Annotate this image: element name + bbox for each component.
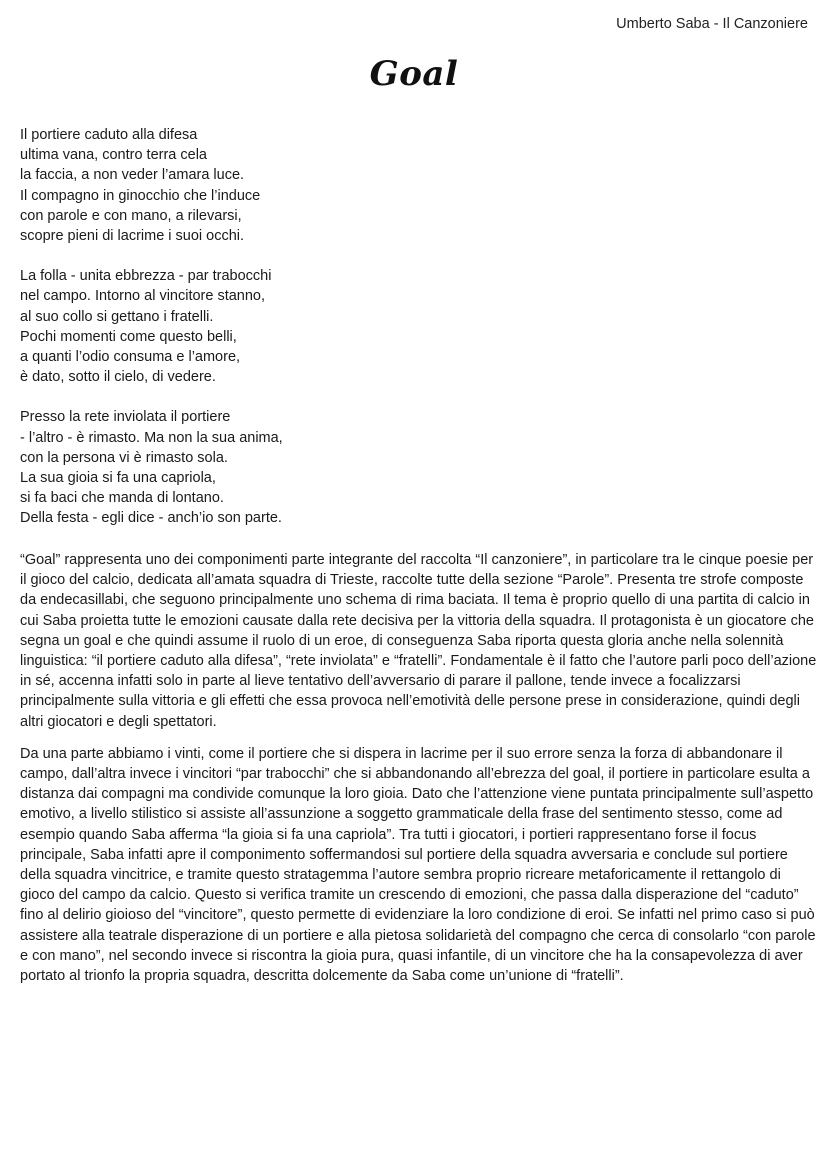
paragraph-line: abbandonare il campo, dall’altra invece i vincitori “par trabocchi” che si abbandonando all’ebrezza del goal, il: [20, 745, 783, 783]
paragraph-line: squadra. Il protagonista è un giocatore che segna un goal e che quindi assume il ruolo di un eroe, di conseguenza: [20, 612, 814, 649]
paragraph-line: Tra tutti i giocatori, i portieri rappresentano forse il focus principale, Saba infatti apre il componimento soffermandosi: [20, 826, 757, 863]
stanza-3: [20, 407, 580, 528]
verse: si fa baci che manda di lontano.: [20, 490, 224, 507]
paragraph-line: al trionfo la propria squadra, descritta dolcemente da Saba come un’unione di “fratelli”.: [69, 968, 624, 985]
stanza-2: [20, 266, 580, 387]
paragraph-line: l’autore sembra proprio ricreare metaforicamente il rettangolo di gioco del campo da calcio. Questo si verifica: [20, 867, 781, 904]
stanza-1: [20, 125, 580, 246]
commentary-paragraph-2: [20, 744, 818, 986]
verse: Presso la rete inviolata il portiere: [20, 409, 231, 426]
verse: La folla - unita ebbrezza - par trabocchi: [20, 268, 272, 285]
paragraph-line: sul portiere della squadra avversaria e conclude sul portiere della squadra vincitrice, e tramite questo stratagemma: [20, 846, 788, 884]
paragraph-line: nel secondo invece si riscontra la gioia pura, quasi infantile, di un vincitore che ha la consapevolezza di aver portato: [20, 947, 803, 985]
verse: a quanti l’odio consuma e l’amore,: [20, 349, 241, 366]
paragraph-line: Saba riporta questa gloria anche nella solennità linguistica: “il portiere caduto alla difesa”, “rete inviolata” e “fratelli”.: [20, 632, 784, 670]
poem-body: [20, 125, 580, 549]
running-header: Umberto Saba - Il Canzoniere: [616, 16, 808, 32]
paragraph-line: poesie per il gioco del calcio, dedicata all’amata squadra di Trieste, raccolte tutte della sezione “Parole”. Presenta: [20, 552, 814, 589]
paragraph-line: portiere in particolare esulta a distanza dai compagni ma condivide comunque la loro gioia. Dato che l’attenzione: [20, 766, 810, 803]
verse: scopre pieni di lacrime i suoi occhi.: [20, 228, 245, 245]
verse: la faccia, a non veder l’amara luce.: [20, 167, 245, 184]
verse: con la persona vi è rimasto sola.: [20, 449, 228, 466]
verse: Il compagno in ginocchio che l’induce: [20, 187, 261, 204]
paragraph-line: viene puntata principalmente sull’aspetto emotivo, a livello stilistico si assiste all’assunzione a soggetto: [20, 786, 814, 823]
verse: nel campo. Intorno al vincitore stanno,: [20, 288, 266, 305]
commentary: [20, 550, 818, 998]
verse: ultima vana, contro terra cela: [20, 147, 207, 164]
paragraph-line: grammaticale della frase del sentimento stesso, come ad esempio quando Saba afferma “la gioia si fa una capriola”.: [20, 806, 783, 843]
paragraph-line: Fondamentale è il fatto che l’autore parli poco dell’azione in sé, accenna infatti solo in parte al lieve tentativo: [20, 653, 817, 690]
poem-title: Goal: [369, 54, 459, 94]
verse: Pochi momenti come questo belli,: [20, 328, 237, 345]
commentary-paragraph-1: [20, 550, 818, 732]
verse: al suo collo si gettano i fratelli.: [20, 308, 214, 325]
paragraph-line: quello di una partita di calcio in cui Saba proietta tutte le emozioni causate dalla rete decisiva per la vittoria della: [20, 592, 810, 629]
paragraph-line: disperazione di un portiere e alla pietosa solidarietà del compagno che cerca di consolarlo “con parole e con mano”,: [20, 927, 816, 964]
verse: La sua gioia si fa una capriola,: [20, 470, 216, 487]
paragraph-line: “Goal” rappresenta uno dei componimenti parte integrante del raccolta “Il canzoniere”, in particolare tra le cinque: [20, 552, 746, 568]
paragraph-line: tramite un crescendo di emozioni, che passa dalla disperazione del “caduto” fino al delirio gioioso del “vincitore”,: [20, 887, 799, 924]
paragraph-line: Da una parte abbiamo i vinti, come il portiere che si dispera in lacrime per il suo errore senza la forza di: [20, 745, 687, 762]
verse: con parole e con mano, a rilevarsi,: [20, 207, 242, 224]
verse: Il portiere caduto alla difesa: [20, 127, 198, 143]
paragraph-line: questo permette di evidenziare la loro condizione di eroi. Se infatti nel primo caso si può assistere alla teatrale: [20, 907, 815, 944]
paragraph-line: tre strofe composte da endecasillabi, che seguono principalmente uno schema di rima baciata. Il tema è proprio: [20, 572, 804, 609]
verse: Della festa - egli dice - anch’io son parte.: [20, 510, 282, 527]
paragraph-line: dell’avversario di parare il pallone, tende invece a focalizzarsi principalmente sulla vittoria e gli effetti che essa: [20, 673, 741, 710]
verse: è dato, sotto il cielo, di vedere.: [20, 369, 216, 386]
paragraph-line: provoca nell’emotività delle persone prese in considerazione, quindi degli altri giocatori e degli spettatori.: [20, 693, 800, 730]
verse: - l’altro - è rimasto. Ma non la sua anima,: [20, 429, 283, 446]
